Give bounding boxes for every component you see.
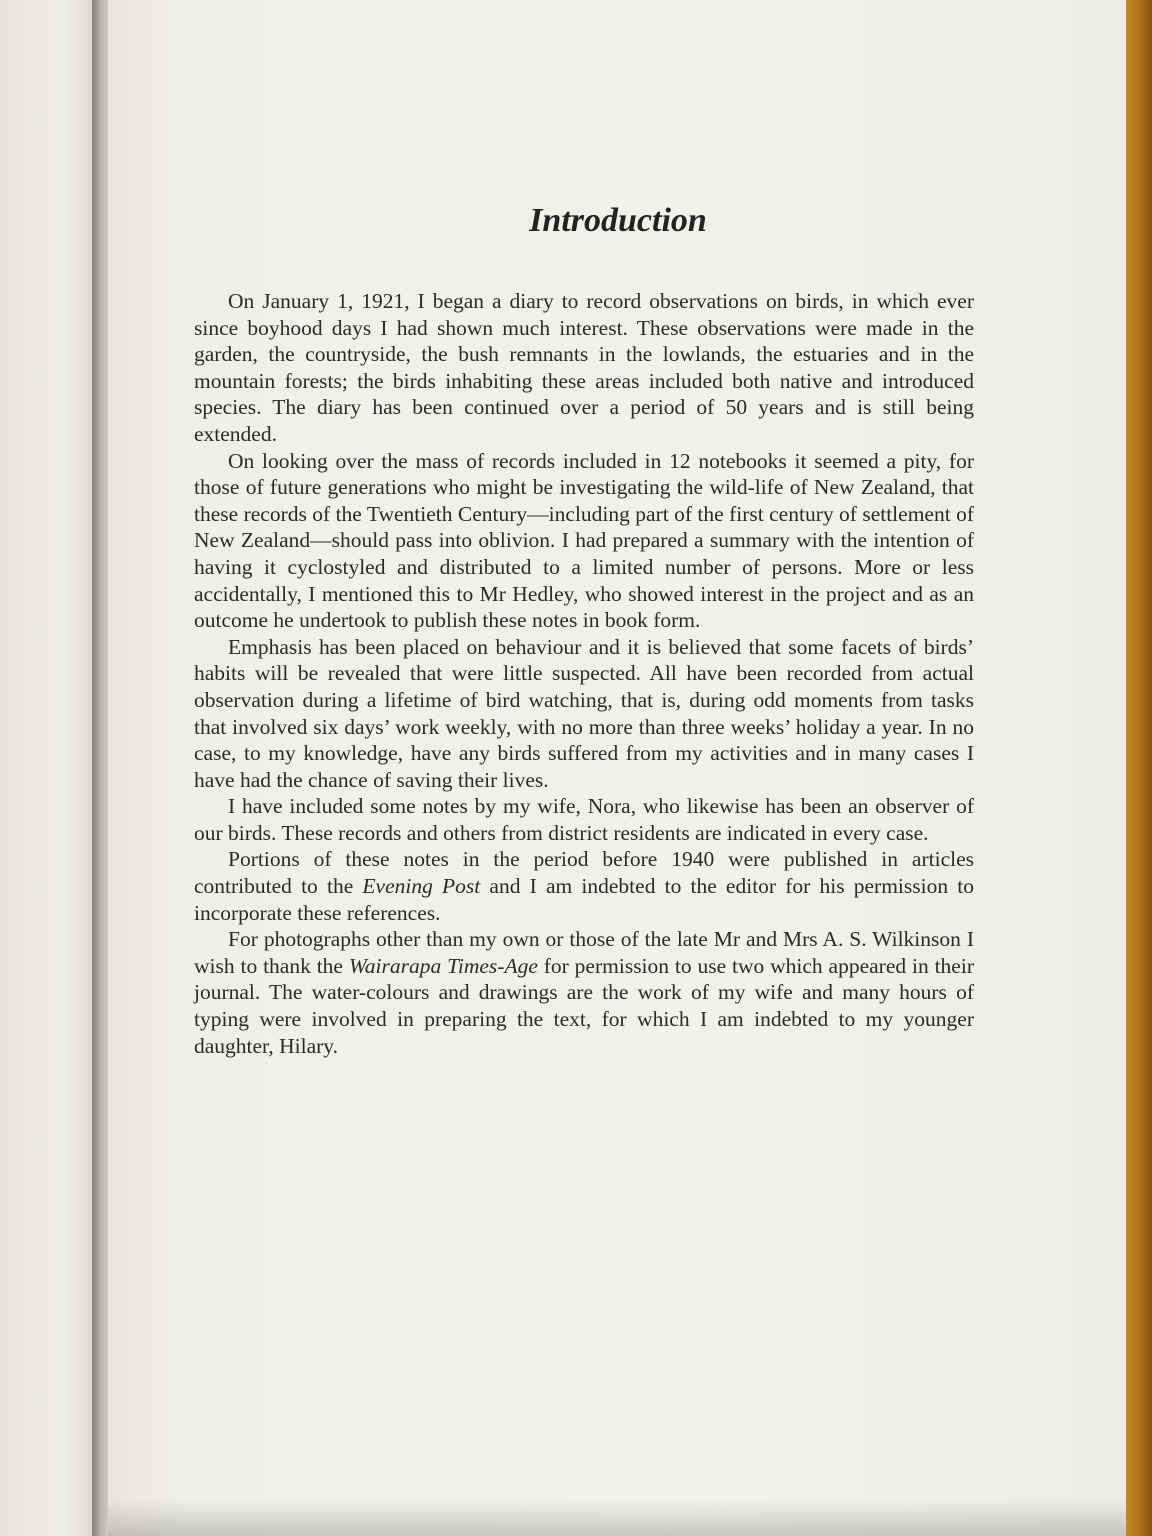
text-run: I have included some notes by my wife, Nora, who likewise has been an observer of our birds. These records and others from district residents are indicated in every case.	[194, 794, 974, 845]
body-paragraph	[194, 793, 974, 846]
italic-title: Wairarapa Times-Age	[348, 953, 538, 978]
text-run: On January 1, 1921, I began a diary to record observations on birds, in which ever since boyhood days I had shown much interest. These observations were made in the garden, the countryside, the bush remnants in the lowlands, the estuaries and in the mountain forests; the birds inhabiting these areas included both native and introduced species. The diary has been continued over a period of 50 years and is still being extended.	[194, 289, 974, 446]
body-paragraph	[194, 846, 974, 926]
page-title: Introduction	[529, 202, 707, 239]
body-text	[194, 288, 974, 1059]
text-run: and I am indebted to the editor for his permission to incorporate these references.	[194, 874, 975, 925]
text-run: For photographs other than my own or those of the late Mr and Mrs A. S. Wilkinson I wish to thank the	[194, 927, 974, 978]
italic-title: Evening Post	[362, 874, 481, 899]
body-paragraph	[194, 448, 974, 634]
body-paragraph	[194, 926, 974, 1059]
text-run: Emphasis has been placed on behaviour and it is believed that some facets of birds’ habits will be revealed that were little suspected. All have been recorded from actual observation during a lifetime of bird watching, that is, during odd moments from tasks that involved six days’ work weekly, with no more than three weeks’ holiday a year. In no case, to my knowledge, have any birds suffered from my activities and in many cases I have had the chance of saving their lives.	[194, 634, 974, 792]
facing-page-edge	[0, 0, 96, 1536]
body-paragraph	[194, 288, 974, 448]
text-run: for permission to use two which appeared in their journal. The water-colours and drawings are the work of my wife and many hours of typing were involved in preparing the text, for which I am indebted to my younger daughter, Hilary.	[194, 953, 974, 1058]
text-run: On looking over the mass of records included in 12 notebooks it seemed a pity, for those of future generations who might be investigating the wild-life of New Zealand, that these records of the Twentieth Century—including part of the first century of settlement of New Zealand—should pass into oblivion. I had prepared a summary with the intention of having it cyclostyled and distributed to a limited number of persons. More or less accidentally, I mentioned this to Mr Hedley, who showed interest in the project and as an outcome he undertook to publish these notes in book form.	[194, 448, 974, 633]
text-run: Portions of these notes in the period before 1940 were published in articles contributed to the	[194, 847, 974, 899]
book-cover-edge	[1126, 0, 1152, 1536]
body-paragraph	[194, 634, 974, 794]
page-shadow	[108, 1500, 1128, 1536]
